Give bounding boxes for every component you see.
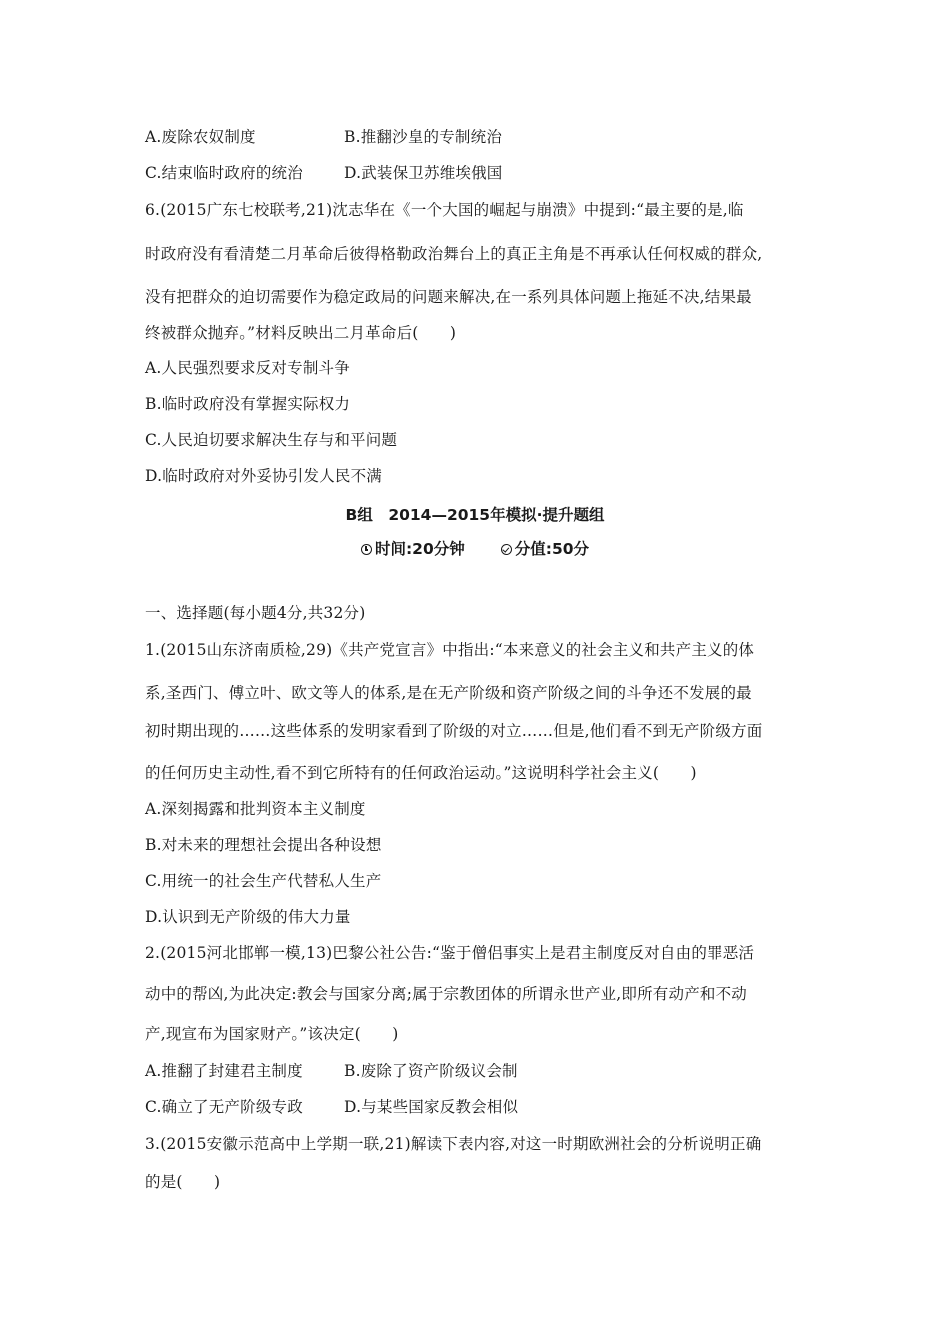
option-a: A.深刻揭露和批判资本主义制度 <box>145 800 366 818</box>
option-row <box>145 127 503 147</box>
option-d: D.认识到无产阶级的伟大力量 <box>145 908 351 926</box>
question-text: 终被群众抛弃。”材料反映出二月革命后( ) <box>145 324 457 342</box>
option-c: C.人民迫切要求解决生存与和平问题 <box>145 431 398 449</box>
option-d: D.武装保卫苏维埃俄国 <box>344 164 503 182</box>
option-a: A.人民强烈要求反对专制斗争 <box>145 359 350 377</box>
question-text: 动中的帮凶,为此决定:教会与国家分离;属于宗教团体的所谓永世产业,即所有动产和不动 <box>145 985 748 1003</box>
question-text: 的是( ) <box>145 1173 221 1191</box>
time-limit: 时间:20分钟 <box>374 540 465 558</box>
question-text: 没有把群众的迫切需要作为稳定政局的问题来解决,在一系列具体问题上拖延不决,结果最 <box>145 288 752 306</box>
option-b: B.对未来的理想社会提出各种设想 <box>145 836 382 854</box>
question-text: 1.(2015山东济南质检,29)《共产党宣言》中指出:“本来意义的社会主义和共产主义的体 <box>145 641 755 659</box>
option-a: A.废除农奴制度 <box>145 128 256 146</box>
option-b: B.临时政府没有掌握实际权力 <box>145 395 351 413</box>
question-text: 系,圣西门、傅立叶、欧文等人的体系,是在无产阶级和资产阶级之间的斗争还不发展的最 <box>145 684 752 702</box>
option-row <box>145 1061 518 1081</box>
section-title: B组 2014—2015年模拟·提升题组 <box>345 506 605 524</box>
option-b: B.废除了资产阶级议会制 <box>344 1062 518 1080</box>
question-text: 2.(2015河北邯郸一模,13)巴黎公社公告:“鉴于僧侣事实上是君主制度反对自由的罪恶活 <box>145 944 755 962</box>
option-row <box>145 1097 519 1117</box>
option-d: D.与某些国家反教会相似 <box>344 1098 519 1116</box>
score-value: 分值:50分 <box>514 540 590 558</box>
option-b: B.推翻沙皇的专制统治 <box>344 128 503 146</box>
question-text: 6.(2015广东七校联考,21)沈志华在《一个大国的崛起与崩溃》中提到:“最主要的是,临 <box>145 201 744 219</box>
option-a: A.推翻了封建君主制度 <box>145 1062 303 1080</box>
clock-icon <box>361 544 372 555</box>
part-heading: 一、选择题(每小题4分,共32分) <box>145 604 366 622</box>
question-text: 3.(2015安徽示范高中上学期一联,21)解读下表内容,对这一时期欧洲社会的分析说明正确 <box>145 1135 762 1153</box>
option-c: C.结束临时政府的统治 <box>145 164 303 182</box>
question-text: 产,现宣布为国家财产。”该决定( ) <box>145 1025 399 1043</box>
option-row <box>145 163 503 183</box>
question-text: 时政府没有看清楚二月革命后彼得格勒政治舞台上的真正主角是不再承认任何权威的群众, <box>145 245 763 263</box>
option-d: D.临时政府对外妥协引发人民不满 <box>145 467 383 485</box>
question-text: 的任何历史主动性,看不到它所特有的任何政治运动。”这说明科学社会主义( ) <box>145 764 697 782</box>
option-c: C.确立了无产阶级专政 <box>145 1098 303 1116</box>
check-icon <box>501 544 512 555</box>
section-subtitle <box>0 537 950 559</box>
question-text: 初时期出现的……这些体系的发明家看到了阶级的对立……但是,他们看不到无产阶级方面 <box>145 722 763 740</box>
option-c: C.用统一的社会生产代替私人生产 <box>145 872 382 890</box>
